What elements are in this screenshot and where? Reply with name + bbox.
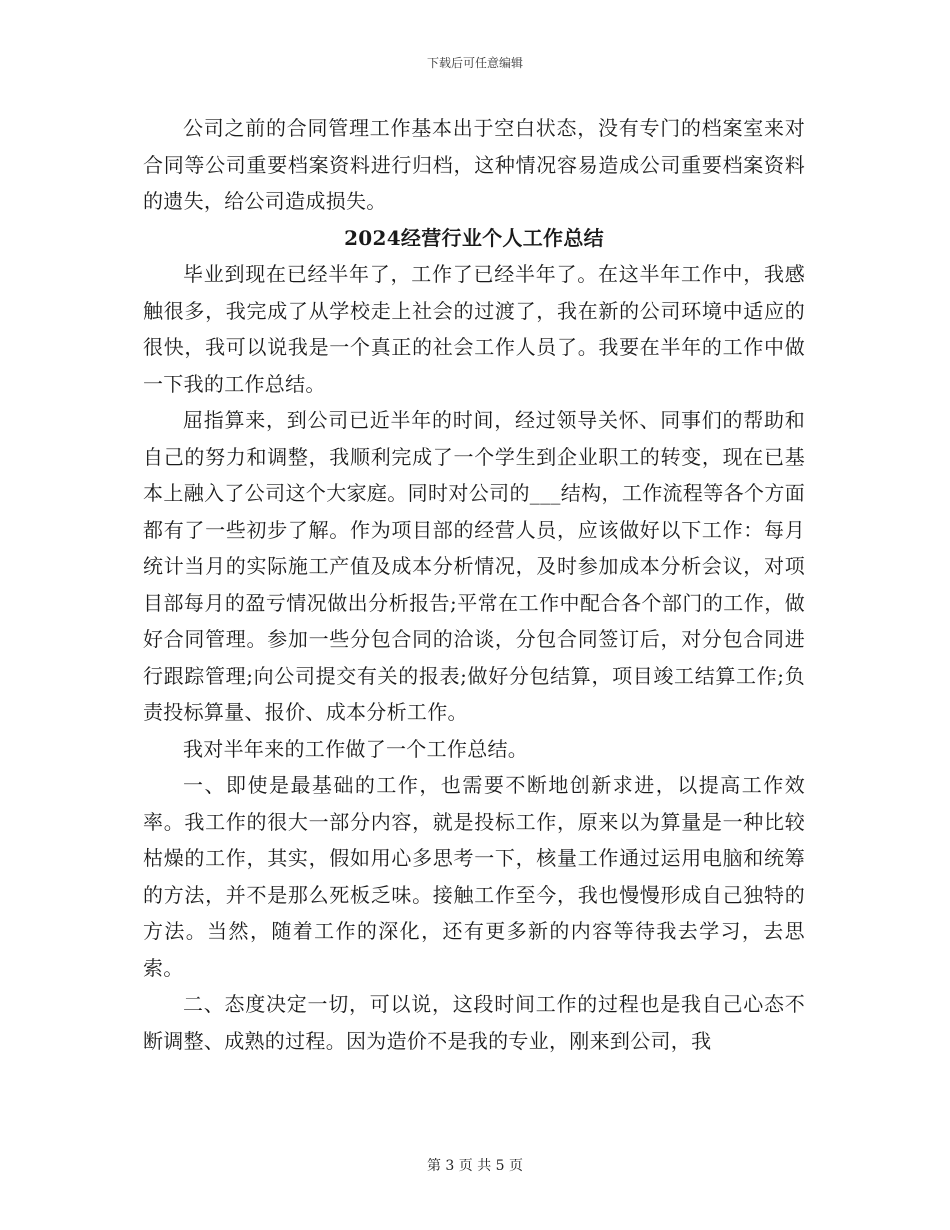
body-paragraph-4: 一、即使是最基础的工作，也需要不断地创新求进，以提高工作效率。我工作的很大一部分内容，就是投标工作，原来以为算量是一种比较枯燥的工作，其实，假如用心多思考一下，核量工作通过运用电脑和统筹的方法，并不是那么死板乏味。接触工作至今，我也慢慢形成自己独特的方法。当然，随着工作的深化，还有更多新的内容等待我去学习，去思索。 [143, 773, 805, 980]
body-paragraph-5: 二、态度决定一切，可以说，这段时间工作的过程也是我自己心态不断调整、成熟的过程。因为造价不是我的专业，刚来到公司，我 [143, 992, 805, 1053]
intro-paragraph: 公司之前的合同管理工作基本出于空白状态，没有专门的档案室来对合同等公司重要档案资料进行归档，这种情况容易造成公司重要档案资料的遗失，给公司造成损失。 [143, 116, 805, 213]
page-header: 下载后可任意编辑 [426, 56, 523, 70]
page-footer: 第 3 页 共 5 页 [426, 1158, 524, 1174]
body-paragraph-1: 毕业到现在已经半年了，工作了已经半年了。在这半年工作中，我感触很多，我完成了从学校走上社会的过渡了，我在新的公司环境中适应的很快，我可以说我是一个真正的社会工作人员了。我要在半年的工作中做一下我的工作总结。 [143, 262, 805, 396]
document-title: 2024经营行业个人工作总结 [344, 225, 604, 250]
body-paragraph-3: 我对半年来的工作做了一个工作总结。 [183, 736, 529, 761]
body-paragraph-2: 屈指算来，到公司已近半年的时间，经过领导关怀、同事们的帮助和自己的努力和调整，我顺利完成了一个学生到企业职工的转变，现在已基本上融入了公司这个大家庭。同时对公司的___结构，工作流程等各个方面都有了一些初步了解。作为项目部的经营人员，应该做好以下工作：每月统计当月的实际施工产值及成本分析情况，及时参加成本分析会议，对项目部每月的盈亏情况做出分析报告;平常在工作中配合各个部门的工作，做好合同管理。参加一些分包合同的洽谈，分包合同签订后，对分包合同进行跟踪管理;向公司提交有关的报表;做好分包结算，项目竣工结算工作;负责投标算量、报价、成本分析工作。 [143, 408, 805, 724]
document-body [143, 110, 805, 1059]
